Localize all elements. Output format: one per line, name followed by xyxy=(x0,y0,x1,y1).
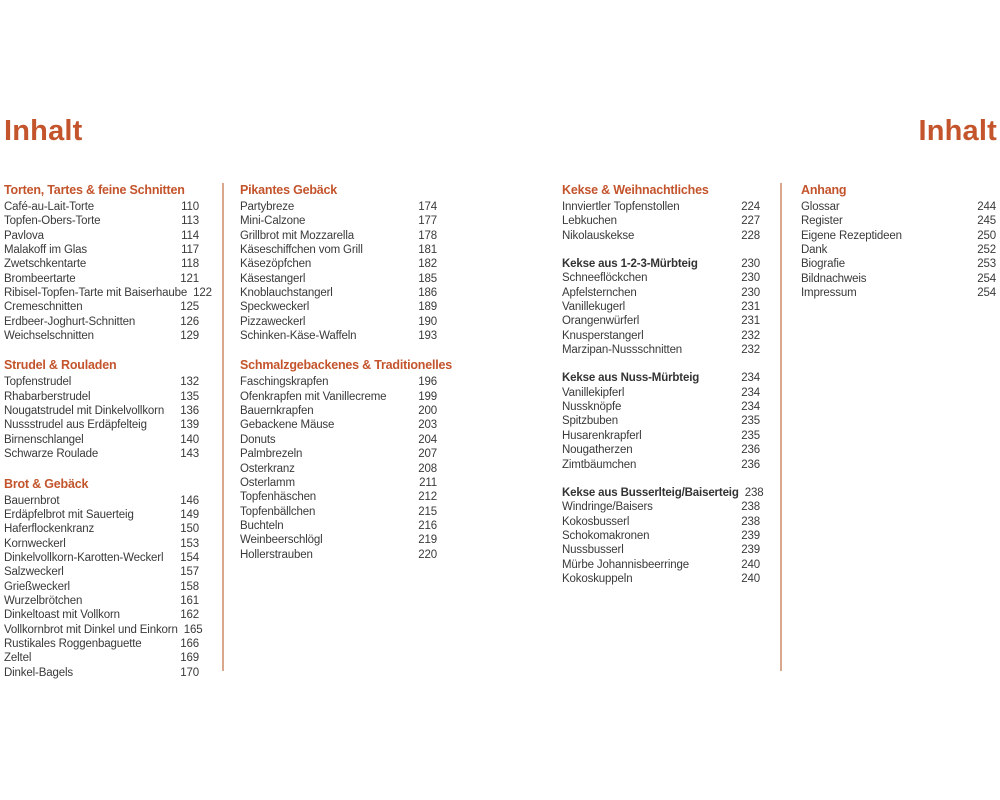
toc-entry xyxy=(801,243,996,257)
entry-label: Spitzbuben xyxy=(562,415,619,428)
entry-label: Impressum xyxy=(801,287,857,300)
toc-entry xyxy=(562,400,760,414)
entry-label: Nussknöpfe xyxy=(562,401,622,414)
entry-label: Haferflockenkranz xyxy=(4,523,95,536)
entry-label: Nougatherzen xyxy=(562,444,633,457)
entry-label: Glossar xyxy=(801,201,840,213)
entry-label: Café-au-Lait-Torte xyxy=(4,201,94,213)
toc-entry xyxy=(4,329,199,343)
entry-page-number: 139 xyxy=(180,419,199,432)
toc-entry xyxy=(562,500,760,514)
entry-page-number: 169 xyxy=(180,652,199,665)
toc-entry xyxy=(4,390,199,404)
entry-label: Innviertler Topfenstollen xyxy=(562,201,680,213)
entry-page-number: 228 xyxy=(741,229,760,242)
entry-label: Gebackene Mäuse xyxy=(240,419,335,432)
toc-entry xyxy=(4,651,199,665)
toc-column-2 xyxy=(240,182,453,562)
entry-page-number: 189 xyxy=(418,301,437,314)
entry-label: Dinkeltoast mit Vollkorn xyxy=(4,609,120,622)
toc-entry xyxy=(240,214,437,228)
toc-entry xyxy=(240,257,437,271)
entry-page-number: 211 xyxy=(419,476,437,489)
entry-page-number: 240 xyxy=(741,558,760,571)
toc-column-1 xyxy=(4,182,212,680)
entry-page-number: 170 xyxy=(180,666,199,679)
entry-label: Schneeflöckchen xyxy=(562,272,648,285)
page-title-right: Inhalt xyxy=(918,115,997,147)
section-heading: Torten, Tartes & feine Schnitten xyxy=(4,183,185,197)
entry-page-number: 161 xyxy=(180,594,199,607)
entry-page-number: 114 xyxy=(181,229,199,242)
entry-page-number: 208 xyxy=(418,462,437,475)
entry-page-number: 224 xyxy=(741,201,760,213)
toc-entry xyxy=(240,505,437,519)
toc-entry xyxy=(562,286,760,300)
entry-page-number: 122 xyxy=(193,287,212,300)
entry-label: Kekse aus Busserlteig/Baiserteig xyxy=(562,486,739,499)
toc-section xyxy=(562,486,764,586)
toc-entry xyxy=(562,458,760,472)
toc-subsection-entry xyxy=(562,257,760,271)
toc-entry xyxy=(240,300,437,314)
toc-entry xyxy=(4,594,199,608)
toc-section xyxy=(801,182,996,300)
entry-label: Mini-Calzone xyxy=(240,215,306,228)
toc-entry xyxy=(562,314,760,328)
page-title-left: Inhalt xyxy=(4,115,83,147)
entry-page-number: 199 xyxy=(418,390,437,403)
entry-label: Mürbe Johannisbeerringe xyxy=(562,558,689,571)
entry-label: Speckweckerl xyxy=(240,301,310,314)
toc-entry xyxy=(4,404,199,418)
entry-page-number: 121 xyxy=(180,272,199,285)
toc-subsection-entry xyxy=(562,371,760,385)
entry-page-number: 185 xyxy=(418,272,437,285)
entry-page-number: 216 xyxy=(418,519,437,532)
entry-page-number: 143 xyxy=(180,448,199,461)
toc-entry xyxy=(4,315,199,329)
entry-page-number: 238 xyxy=(741,515,760,528)
entry-label: Nussstrudel aus Erdäpfelteig xyxy=(4,419,147,432)
entry-page-number: 177 xyxy=(418,215,437,228)
entry-label: Biografie xyxy=(801,258,846,271)
entry-page-number: 219 xyxy=(418,534,437,547)
entry-label: Lebkuchen xyxy=(562,215,617,228)
entry-label: Zeltel xyxy=(4,652,32,665)
toc-entry xyxy=(4,494,199,508)
entry-label: Apfelsternchen xyxy=(562,286,637,299)
entry-label: Eigene Rezeptideen xyxy=(801,229,902,242)
entry-label: Rhabarberstrudel xyxy=(4,390,91,403)
toc-entry xyxy=(4,433,199,447)
entry-label: Kokosbusserl xyxy=(562,515,630,528)
toc-entry xyxy=(240,447,437,461)
toc-entry xyxy=(4,200,199,214)
entry-label: Rustikales Roggenbaguette xyxy=(4,637,142,650)
toc-entry xyxy=(240,519,437,533)
entry-page-number: 204 xyxy=(418,433,437,446)
entry-page-number: 230 xyxy=(741,258,760,271)
section-heading: Pikantes Gebäck xyxy=(240,183,338,197)
entry-label: Marzipan-Nussschnitten xyxy=(562,344,683,357)
toc-entry xyxy=(801,214,996,228)
toc-entry xyxy=(562,515,760,529)
entry-page-number: 234 xyxy=(741,401,760,414)
toc-entry xyxy=(240,418,437,432)
entry-page-number: 136 xyxy=(180,405,199,418)
entry-label: Zwetschkentarte xyxy=(4,258,87,271)
section-heading: Schmalzgebackenes & Traditionelles xyxy=(240,358,453,373)
toc-entry xyxy=(562,543,760,557)
entry-page-number: 166 xyxy=(180,637,199,650)
toc-entry xyxy=(4,300,199,314)
toc-section xyxy=(562,257,760,357)
toc-entry xyxy=(240,533,437,547)
entry-label: Topfen-Obers-Torte xyxy=(4,215,101,228)
section-heading: Strudel & Rouladen xyxy=(4,358,117,373)
entry-page-number: 174 xyxy=(418,201,437,213)
toc-entry xyxy=(4,623,203,637)
toc-section xyxy=(240,182,437,343)
entry-page-number: 239 xyxy=(741,544,760,557)
entry-page-number: 118 xyxy=(181,258,199,271)
entry-label: Schwarze Roulade xyxy=(4,448,99,461)
toc-entry xyxy=(562,529,760,543)
toc-entry xyxy=(4,580,199,594)
entry-label: Donuts xyxy=(240,433,276,446)
entry-label: Register xyxy=(801,215,843,228)
toc-entry xyxy=(562,443,760,457)
toc-entry xyxy=(240,329,437,343)
entry-page-number: 236 xyxy=(741,458,760,471)
toc-entry xyxy=(4,257,199,271)
section-heading: Kekse & Weihnachtliches xyxy=(562,183,709,197)
entry-label: Nikolauskekse xyxy=(562,229,635,242)
toc-entry xyxy=(4,565,199,579)
toc-section xyxy=(240,357,453,561)
entry-label: Käsezöpfchen xyxy=(240,258,312,271)
toc-entry xyxy=(562,271,760,285)
entry-page-number: 193 xyxy=(418,330,437,343)
entry-label: Cremeschnitten xyxy=(4,301,83,314)
entry-page-number: 239 xyxy=(741,529,760,542)
toc-entry xyxy=(4,551,199,565)
entry-page-number: 113 xyxy=(181,215,199,228)
toc-entry xyxy=(240,375,437,389)
entry-label: Bauernkrapfen xyxy=(240,405,314,418)
entry-label: Ribisel-Topfen-Tarte mit Baiserhaube xyxy=(4,287,188,300)
toc-entry xyxy=(240,548,437,562)
toc-entry xyxy=(240,462,437,476)
toc-entry xyxy=(562,429,760,443)
toc-entry xyxy=(240,404,437,418)
entry-page-number: 146 xyxy=(180,494,199,507)
entry-label: Grießweckerl xyxy=(4,580,70,593)
column-divider-right-page xyxy=(780,183,782,671)
entry-label: Kekse aus 1-2-3-Mürbteig xyxy=(562,258,698,271)
entry-page-number: 240 xyxy=(741,572,760,585)
entry-label: Topfenbällchen xyxy=(240,505,316,518)
toc-entry xyxy=(4,418,199,432)
toc-entry xyxy=(562,329,760,343)
entry-page-number: 158 xyxy=(180,580,199,593)
entry-label: Pizzaweckerl xyxy=(240,315,306,328)
toc-entry xyxy=(4,229,199,243)
entry-label: Schinken-Käse-Waffeln xyxy=(240,330,357,343)
entry-label: Vanillekipferl xyxy=(562,386,625,399)
toc-entry xyxy=(562,214,760,228)
toc-entry xyxy=(562,386,760,400)
section-heading: Anhang xyxy=(801,183,847,197)
entry-page-number: 220 xyxy=(418,548,437,561)
toc-entry xyxy=(562,414,760,428)
entry-label: Palmbrezeln xyxy=(240,448,303,461)
entry-label: Dinkelvollkorn-Karotten-Weckerl xyxy=(4,551,164,564)
entry-label: Kekse aus Nuss-Mürbteig xyxy=(562,372,700,385)
toc-subsection-entry xyxy=(562,486,764,500)
entry-label: Birnenschlangel xyxy=(4,433,84,446)
toc-entry xyxy=(801,286,996,300)
toc-entry xyxy=(562,200,760,214)
entry-page-number: 244 xyxy=(977,201,996,213)
entry-label: Knoblauchstangerl xyxy=(240,287,333,300)
toc-entry xyxy=(562,572,760,586)
entry-page-number: 212 xyxy=(418,491,437,504)
entry-label: Bildnachweis xyxy=(801,272,867,285)
entry-page-number: 207 xyxy=(418,448,437,461)
toc-entry xyxy=(4,375,199,389)
entry-label: Brombeertarte xyxy=(4,272,76,285)
toc-entry xyxy=(240,390,437,404)
entry-page-number: 165 xyxy=(183,623,203,636)
toc-entry xyxy=(562,300,760,314)
entry-label: Vollkornbrot mit Dinkel und Einkorn xyxy=(4,623,178,636)
toc-entry xyxy=(801,257,996,271)
entry-label: Ofenkrapfen mit Vanillecreme xyxy=(240,390,387,403)
entry-label: Kokoskuppeln xyxy=(562,572,633,585)
toc-section xyxy=(4,357,199,461)
entry-page-number: 178 xyxy=(418,229,437,242)
entry-page-number: 132 xyxy=(180,376,199,389)
entry-page-number: 232 xyxy=(741,329,760,342)
entry-page-number: 236 xyxy=(741,444,760,457)
entry-page-number: 157 xyxy=(180,566,199,579)
entry-label: Vanillekugerl xyxy=(562,301,626,314)
entry-page-number: 235 xyxy=(741,429,760,442)
entry-page-number: 253 xyxy=(977,258,996,271)
toc-entry xyxy=(801,272,996,286)
toc-entry xyxy=(4,537,199,551)
section-heading: Brot & Gebäck xyxy=(4,476,89,491)
entry-label: Nussbusserl xyxy=(562,544,624,557)
entry-label: Schokomakronen xyxy=(562,529,650,542)
toc-entry xyxy=(562,558,760,572)
toc-entry xyxy=(4,214,199,228)
entry-label: Dinkel-Bagels xyxy=(4,666,73,679)
entry-label: Zimtbäumchen xyxy=(562,458,637,471)
entry-label: Erdbeer-Joghurt-Schnitten xyxy=(4,315,136,328)
entry-label: Käsestangerl xyxy=(240,272,306,285)
entry-page-number: 234 xyxy=(741,386,760,399)
toc-column-4 xyxy=(801,182,996,300)
entry-label: Topfenstrudel xyxy=(4,376,72,389)
entry-page-number: 215 xyxy=(418,505,437,518)
toc-entry xyxy=(562,343,760,357)
entry-page-number: 154 xyxy=(180,551,199,564)
entry-page-number: 203 xyxy=(418,419,437,432)
entry-page-number: 150 xyxy=(180,523,199,536)
entry-label: Dank xyxy=(801,244,828,257)
entry-label: Windringe/Baisers xyxy=(562,501,653,514)
entry-page-number: 238 xyxy=(741,501,760,514)
entry-label: Malakoff im Glas xyxy=(4,244,88,257)
entry-page-number: 153 xyxy=(180,537,199,550)
toc-entry xyxy=(4,637,199,651)
entry-page-number: 110 xyxy=(181,201,199,213)
entry-page-number: 135 xyxy=(180,390,199,403)
entry-page-number: 129 xyxy=(180,330,199,343)
entry-page-number: 190 xyxy=(418,315,437,328)
entry-page-number: 250 xyxy=(977,229,996,242)
toc-entry xyxy=(801,229,996,243)
entry-label: Osterkranz xyxy=(240,462,295,475)
entry-page-number: 232 xyxy=(741,344,760,357)
entry-label: Salzweckerl xyxy=(4,566,64,579)
entry-page-number: 245 xyxy=(977,215,996,228)
entry-label: Osterlamm xyxy=(240,476,295,489)
toc-entry xyxy=(240,200,437,214)
entry-page-number: 196 xyxy=(418,376,437,389)
toc-entry xyxy=(240,476,437,490)
entry-label: Partybreze xyxy=(240,201,295,213)
entry-label: Husarenkrapferl xyxy=(562,429,642,442)
entry-label: Weichselschnitten xyxy=(4,330,94,343)
toc-entry xyxy=(4,522,199,536)
entry-label: Knusperstangerl xyxy=(562,329,644,342)
entry-page-number: 254 xyxy=(977,272,996,285)
entry-page-number: 182 xyxy=(418,258,437,271)
entry-page-number: 181 xyxy=(418,244,437,257)
toc-entry xyxy=(4,608,199,622)
toc-entry xyxy=(4,286,212,300)
toc-column-3 xyxy=(562,182,764,586)
entry-page-number: 140 xyxy=(180,433,199,446)
toc-entry xyxy=(4,666,199,680)
entry-page-number: 230 xyxy=(741,286,760,299)
toc-entry xyxy=(562,229,760,243)
entry-label: Weinbeerschlögl xyxy=(240,534,323,547)
entry-page-number: 238 xyxy=(744,486,764,499)
toc-entry xyxy=(240,272,437,286)
entry-page-number: 126 xyxy=(180,315,199,328)
toc-entry xyxy=(240,433,437,447)
entry-page-number: 200 xyxy=(418,405,437,418)
entry-page-number: 149 xyxy=(180,508,199,521)
toc-entry xyxy=(240,286,437,300)
toc-entry xyxy=(240,490,437,504)
entry-page-number: 234 xyxy=(741,372,760,385)
entry-page-number: 235 xyxy=(741,415,760,428)
entry-label: Buchteln xyxy=(240,519,284,532)
toc-entry xyxy=(240,243,437,257)
entry-label: Topfenhäschen xyxy=(240,491,317,504)
entry-label: Faschingskrapfen xyxy=(240,376,329,389)
toc-section xyxy=(4,476,203,680)
entry-label: Kornweckerl xyxy=(4,537,66,550)
entry-label: Hollerstrauben xyxy=(240,548,313,561)
entry-label: Pavlova xyxy=(4,229,44,242)
toc-entry xyxy=(801,200,996,214)
toc-section xyxy=(562,371,760,471)
entry-page-number: 252 xyxy=(977,244,996,257)
entry-page-number: 231 xyxy=(741,315,760,328)
entry-label: Käseschiffchen vom Grill xyxy=(240,244,363,257)
entry-label: Wurzelbrötchen xyxy=(4,594,83,607)
column-divider-left-page xyxy=(222,183,224,671)
entry-label: Grillbrot mit Mozzarella xyxy=(240,229,354,242)
toc-entry xyxy=(4,272,199,286)
entry-page-number: 230 xyxy=(741,272,760,285)
entry-page-number: 117 xyxy=(181,244,199,257)
entry-label: Bauernbrot xyxy=(4,494,60,507)
toc-entry xyxy=(240,229,437,243)
entry-page-number: 162 xyxy=(180,609,199,622)
toc-entry xyxy=(4,508,199,522)
entry-page-number: 125 xyxy=(180,301,199,314)
entry-page-number: 186 xyxy=(418,287,437,300)
entry-page-number: 227 xyxy=(741,215,760,228)
toc-section xyxy=(562,182,760,243)
toc-entry xyxy=(240,315,437,329)
entry-page-number: 254 xyxy=(977,287,996,300)
entry-label: Orangenwürferl xyxy=(562,315,640,328)
toc-entry xyxy=(4,243,199,257)
entry-label: Erdäpfelbrot mit Sauerteig xyxy=(4,508,134,521)
toc-section xyxy=(4,182,212,343)
entry-page-number: 231 xyxy=(741,301,760,314)
toc-entry xyxy=(4,447,199,461)
entry-label: Nougatstrudel mit Dinkelvollkorn xyxy=(4,405,165,418)
